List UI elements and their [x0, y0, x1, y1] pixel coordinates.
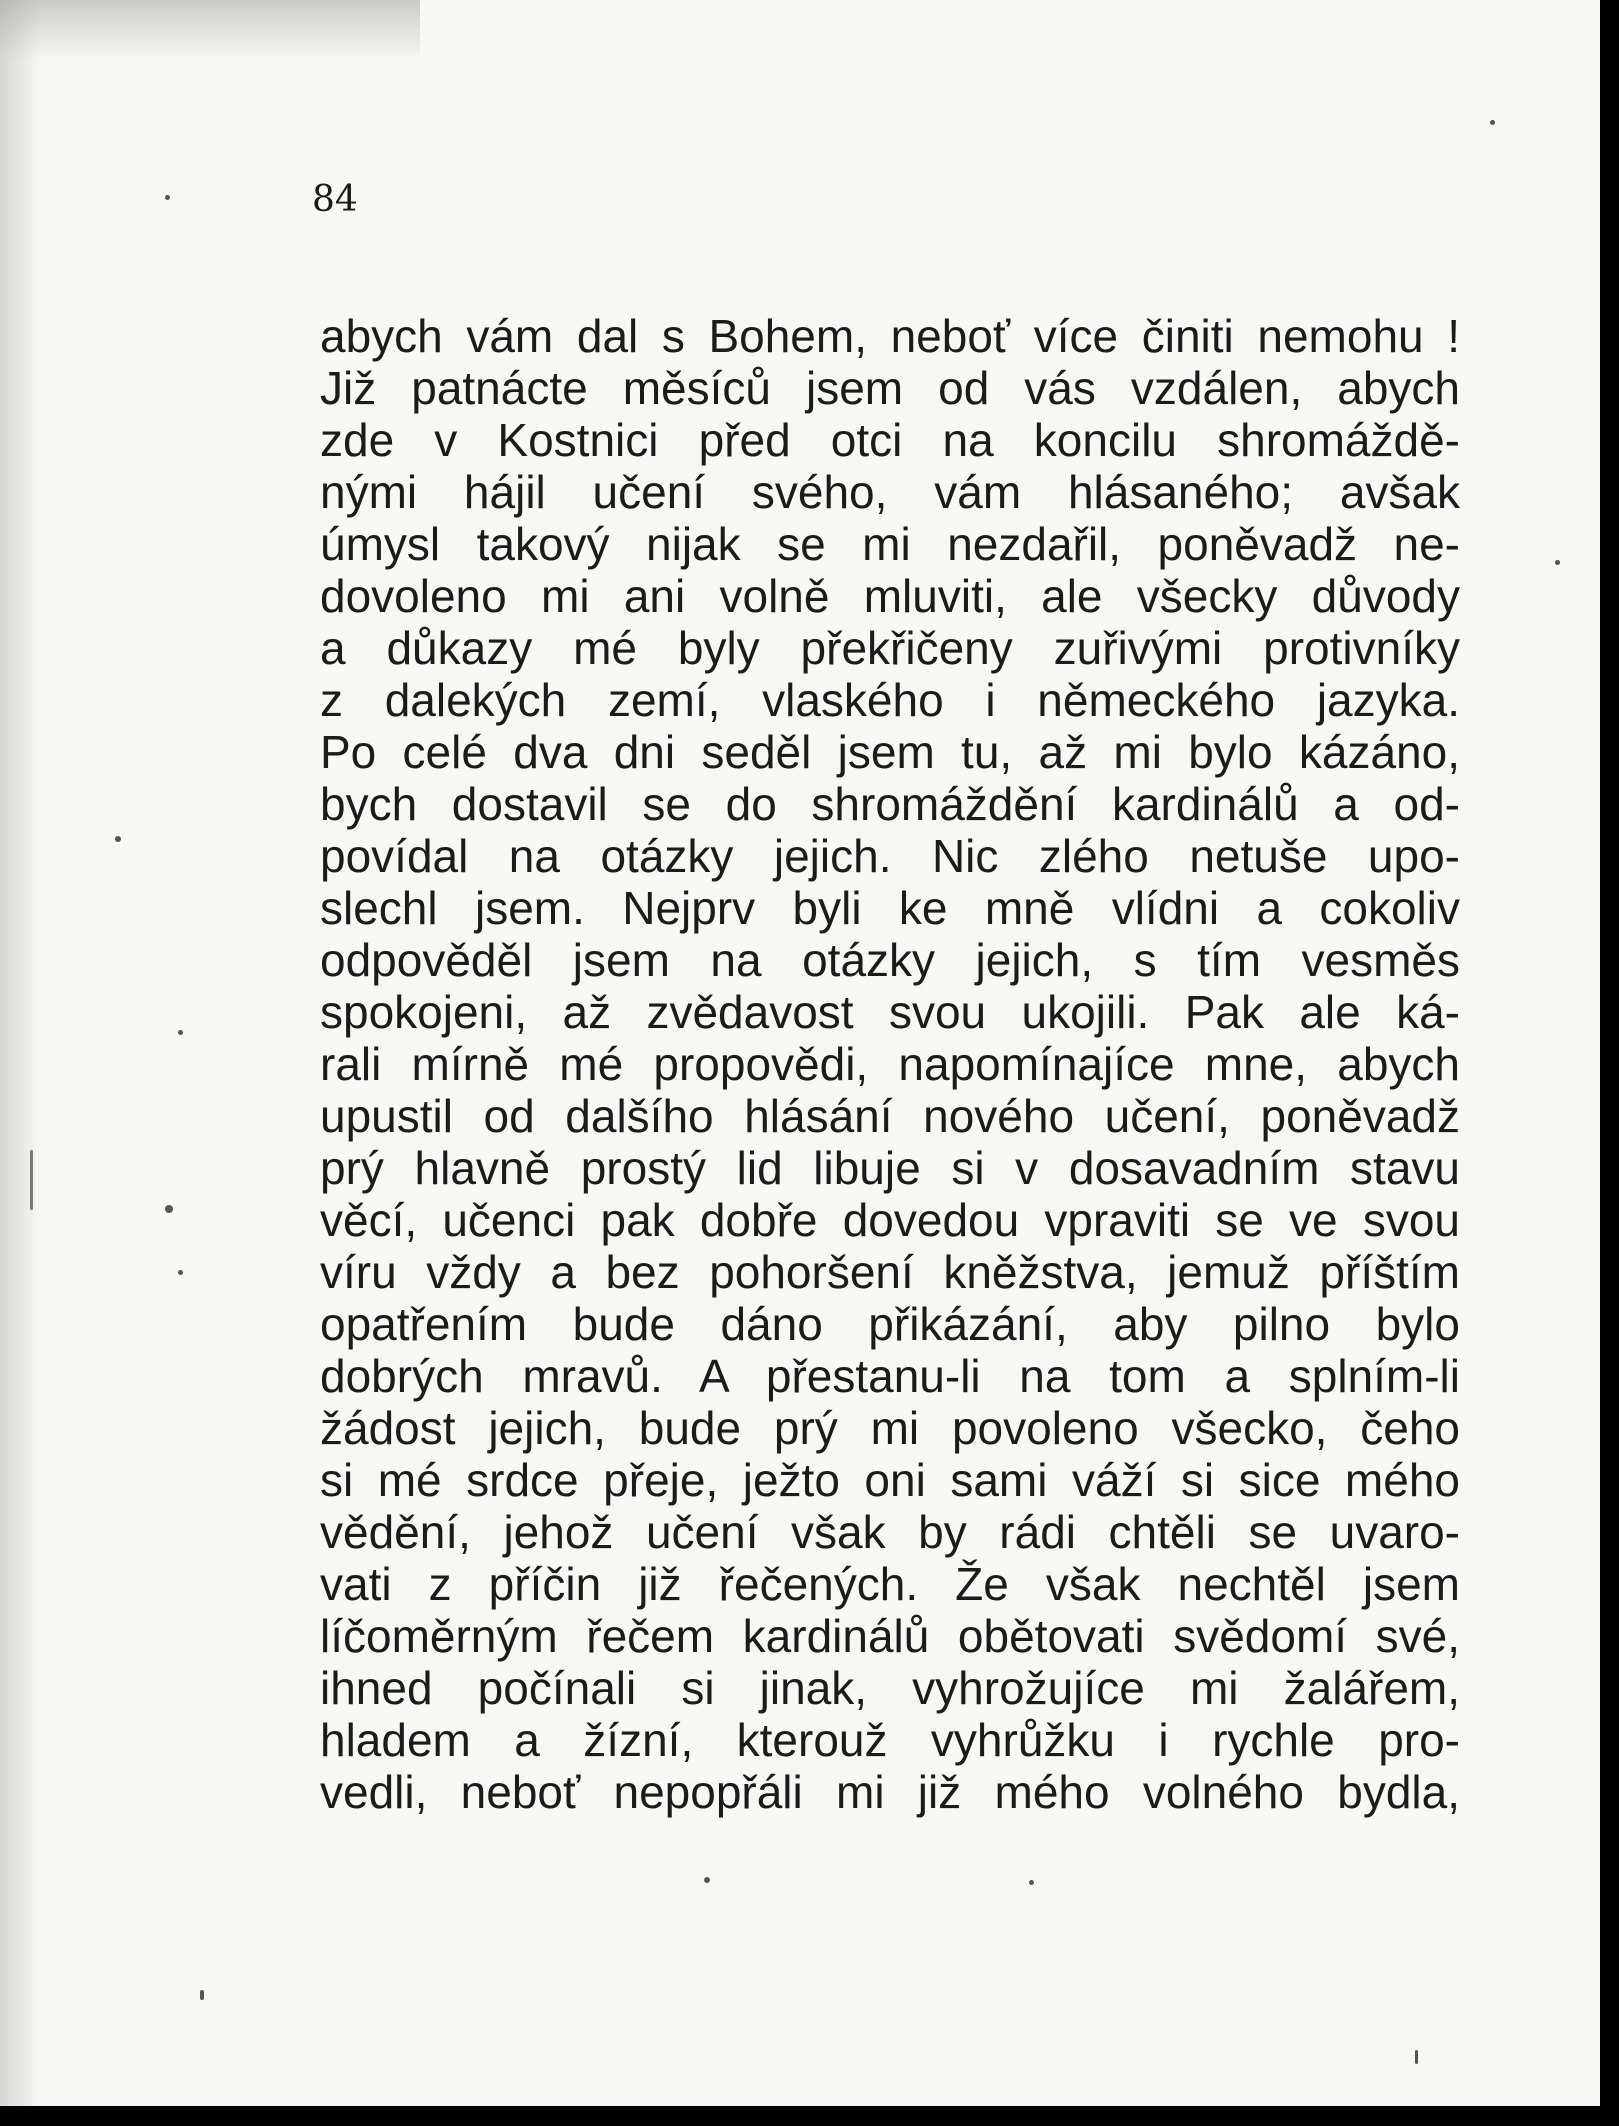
text-line: rali mírně mé propovědi, napomínajíce mne, abych — [320, 1038, 1460, 1090]
text-line: věcí, učenci pak dobře dovedou vpraviti se ve svou — [320, 1194, 1460, 1246]
text-line: vědění, jehož učení však by rádi chtěli se uvaro- — [320, 1506, 1460, 1558]
text-line: opatřením bude dáno přikázání, aby pilno bylo — [320, 1298, 1460, 1350]
page-number: 84 — [312, 179, 358, 220]
text-line: prý hlavně prostý lid libuje si v dosavadním stavu — [320, 1142, 1460, 1194]
text-line: odpověděl jsem na otázky jejich, s tím vesměs — [320, 934, 1460, 986]
text-line: Již patnácte měsíců jsem od vás vzdálen, abych — [320, 362, 1460, 414]
scan-speck — [1555, 560, 1560, 565]
text-line: hladem a žízní, kterouž vyhrůžku i rychle pro- — [320, 1714, 1460, 1766]
text-line: víru vždy a bez pohoršení kněžstva, jemuž příštím — [320, 1246, 1460, 1298]
text-line: žádost jejich, bude prý mi povoleno všecko, čeho — [320, 1402, 1460, 1454]
text-line: z dalekých zemí, vlaského i německého jazyka. — [320, 674, 1460, 726]
text-line: povídal na otázky jejich. Nic zlého netuše upo- — [320, 830, 1460, 882]
text-line: ihned počínali si jinak, vyhrožujíce mi žalářem, — [320, 1662, 1460, 1714]
scan-speck — [115, 836, 121, 842]
text-line: bych dostavil se do shromáždění kardinálů a od- — [320, 778, 1460, 830]
text-line: dobrých mravů. A přestanu-li na tom a splním-li — [320, 1350, 1460, 1402]
text-line: vati z příčin již řečených. Že však nechtěl jsem — [320, 1558, 1460, 1610]
scan-speck — [30, 1150, 33, 1210]
text-line: a důkazy mé byly překřičeny zuřivými protivníky — [320, 622, 1460, 674]
scan-speck — [178, 1030, 183, 1035]
scan-speck — [1415, 2050, 1418, 2064]
text-line: si mé srdce přeje, ježto oni sami váží si sice mého — [320, 1454, 1460, 1506]
scan-speck — [165, 1205, 173, 1213]
scan-speck — [178, 1270, 183, 1275]
text-line: nými hájil učení svého, vám hlásaného; avšak — [320, 466, 1460, 518]
text-line: dovoleno mi ani volně mluviti, ale všecky důvody — [320, 570, 1460, 622]
text-line: úmysl takový nijak se mi nezdařil, poněvadž ne- — [320, 518, 1460, 570]
text-line: líčoměrným řečem kardinálů obětovati svědomí své, — [320, 1610, 1460, 1662]
scan-speck — [704, 1877, 710, 1883]
scan-speck — [200, 1990, 204, 2000]
text-line: zde v Kostnici před otci na koncilu shromáždě- — [320, 414, 1460, 466]
scan-speck — [165, 195, 170, 200]
text-line: spokojeni, až zvědavost svou ukojili. Pak ale ká- — [320, 986, 1460, 1038]
body-text — [320, 310, 1460, 1818]
text-line: Po celé dva dni seděl jsem tu, až mi bylo kázáno, — [320, 726, 1460, 778]
scan-speck — [1029, 1880, 1034, 1885]
text-line: upustil od dalšího hlásání nového učení, poněvadž — [320, 1090, 1460, 1142]
text-line: vedli, neboť nepopřáli mi již mého volného bydla, — [320, 1766, 1460, 1818]
text-line: abych vám dal s Bohem, neboť více činiti nemohu ! — [320, 310, 1460, 362]
text-line: slechl jsem. Nejprv byli ke mně vlídni a cokoliv — [320, 882, 1460, 934]
scan-speck — [1490, 120, 1495, 125]
